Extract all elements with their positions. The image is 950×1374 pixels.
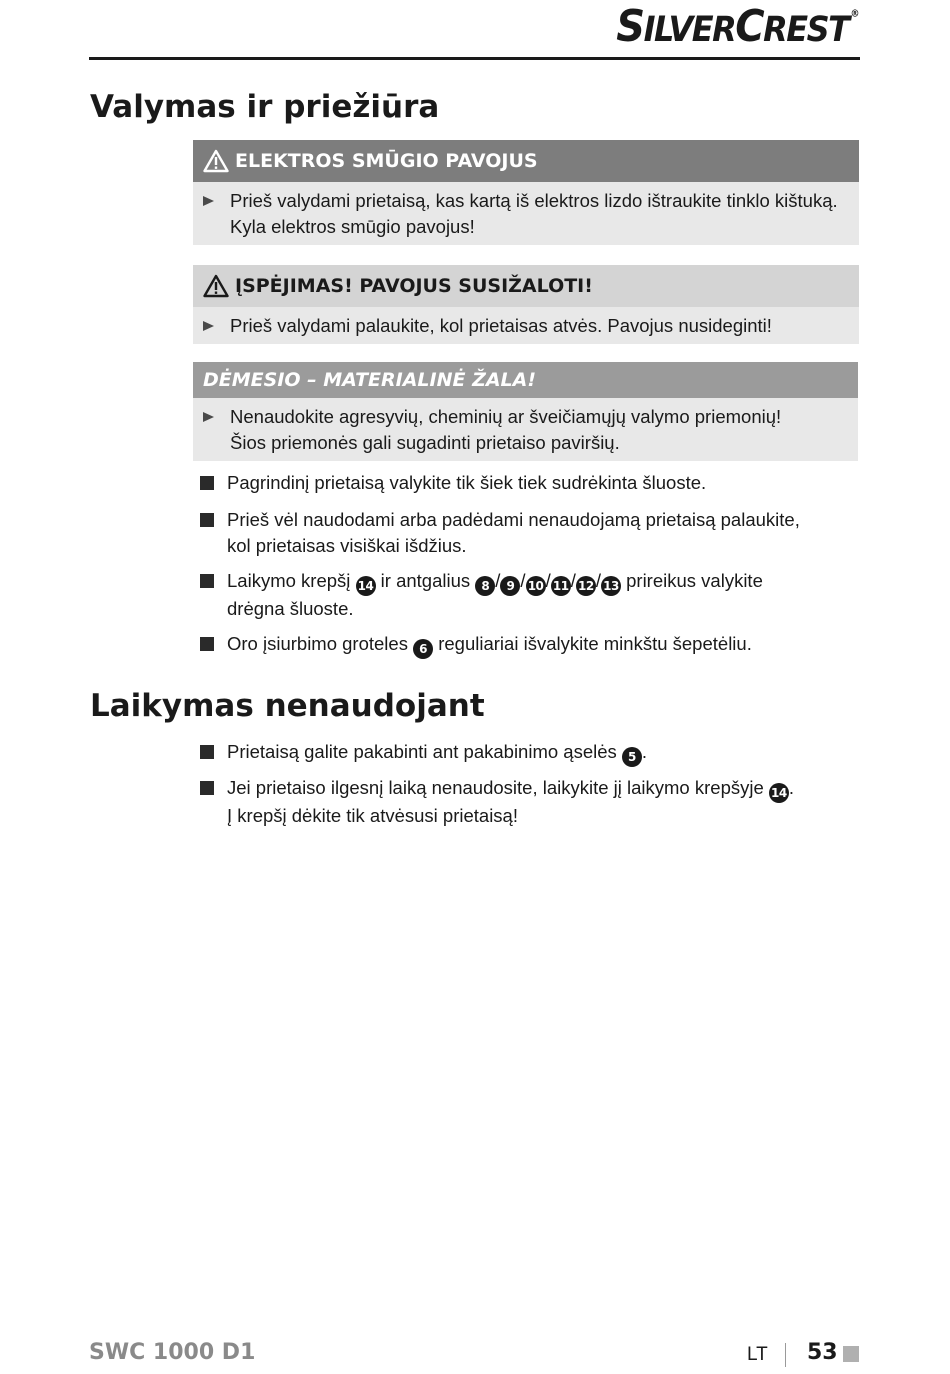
notice-body bbox=[193, 398, 858, 461]
warning-text: Prieš valydami prietaisą, kas kartą iš elektros lizdo ištraukite tinklo kištuką. bbox=[230, 190, 838, 211]
section-title-cleaning: Valymas ir priežiūra bbox=[90, 89, 440, 125]
slash-separator: / bbox=[545, 570, 551, 591]
list-item-text: Į krepšį dėkite tik atvėsusi prietaisą! bbox=[227, 805, 518, 826]
square-bullet-icon bbox=[200, 745, 214, 759]
warning-triangle-icon bbox=[203, 274, 229, 298]
warning-injury bbox=[193, 265, 859, 344]
footer-page-number: 53 bbox=[807, 1340, 838, 1365]
ref-number-badge: 11 bbox=[551, 576, 571, 596]
ref-number-badge: 12 bbox=[576, 576, 596, 596]
notice-material-damage bbox=[193, 362, 858, 461]
arrow-bullet-icon bbox=[203, 321, 214, 331]
notice-text: Šios priemonės gali sugadinti prietaiso paviršių. bbox=[230, 432, 620, 453]
warning-title: ELEKTROS SMŪGIO PAVOJUS bbox=[235, 150, 538, 172]
header-rule bbox=[89, 57, 860, 60]
footer-language: LT bbox=[747, 1344, 768, 1365]
arrow-bullet-icon bbox=[203, 196, 214, 206]
warning-electric-shock bbox=[193, 140, 859, 245]
slash-separator: / bbox=[520, 570, 526, 591]
list-item bbox=[200, 568, 840, 622]
section-title-storage: Laikymas nenaudojant bbox=[90, 688, 485, 724]
list-item bbox=[200, 631, 840, 659]
ref-number-badge: 8 bbox=[475, 576, 495, 596]
list-item-text: Prieš vėl naudodami arba padėdami nenaudojamą prietaisą palaukite, bbox=[227, 509, 800, 530]
list-item-text: reguliariai išvalykite minkštu šepetėliu. bbox=[438, 633, 752, 654]
square-bullet-icon bbox=[200, 637, 214, 651]
list-item bbox=[200, 739, 840, 767]
ref-number-badge: 14 bbox=[356, 576, 376, 596]
list-item bbox=[200, 507, 840, 559]
notice-title: DĖMESIO – MATERIALINĖ ŽALA! bbox=[203, 369, 537, 391]
ref-number-badge: 6 bbox=[413, 639, 433, 659]
warning-header bbox=[193, 265, 859, 307]
notice-header bbox=[193, 362, 858, 398]
warning-text: Kyla elektros smūgio pavojus! bbox=[230, 216, 475, 237]
ref-number-badge: 5 bbox=[622, 747, 642, 767]
arrow-bullet-icon bbox=[203, 412, 214, 422]
warning-header bbox=[193, 140, 859, 182]
slash-separator: / bbox=[595, 570, 601, 591]
warning-body bbox=[193, 182, 859, 245]
square-bullet-icon bbox=[200, 513, 214, 527]
square-bullet-icon bbox=[200, 574, 214, 588]
warning-text: Prieš valydami palaukite, kol prietaisas atvės. Pavojus nusideginti! bbox=[230, 315, 772, 336]
list-item-text: Pagrindinį prietaisą valykite tik šiek tiek sudrėkinta šluoste. bbox=[227, 472, 707, 493]
ref-number-badge: 13 bbox=[601, 576, 621, 596]
ref-number-badge: 10 bbox=[526, 576, 546, 596]
list-item-text: prireikus valykite bbox=[626, 570, 763, 591]
footer-model-number: SWC 1000 D1 bbox=[89, 1340, 256, 1365]
list-item-text: . bbox=[641, 741, 648, 762]
list-item-text: Laikymo krepšį bbox=[227, 570, 351, 591]
footer-separator bbox=[785, 1343, 786, 1367]
list-item-text: Oro įsiurbimo groteles bbox=[227, 633, 408, 654]
list-item-text: kol prietaisas visiškai išdžius. bbox=[227, 535, 467, 556]
list-item bbox=[200, 775, 840, 829]
slash-separator: / bbox=[570, 570, 576, 591]
list-item bbox=[200, 470, 840, 496]
notice-text: Nenaudokite agresyvių, cheminių ar šveičiamųjų valymo priemonių! bbox=[230, 406, 782, 427]
slash-separator: / bbox=[495, 570, 501, 591]
ref-number-badge: 9 bbox=[500, 576, 520, 596]
warning-body bbox=[193, 307, 859, 344]
list-item-text: Prietaisą galite pakabinti ant pakabinimo ąselės bbox=[227, 741, 617, 762]
warning-triangle-icon bbox=[203, 149, 229, 173]
list-item-text: drėgna šluoste. bbox=[227, 598, 354, 619]
list-item-text: Jei prietaiso ilgesnį laiką nenaudosite, laikykite jį laikymo krepšyje bbox=[227, 777, 764, 798]
warning-title: ĮSPĖJIMAS! PAVOJUS SUSIŽALOTI! bbox=[235, 275, 593, 297]
square-bullet-icon bbox=[200, 476, 214, 490]
ref-number-badge: 14 bbox=[769, 783, 789, 803]
brand-logo: SILVERCREST ® bbox=[616, 2, 858, 52]
square-bullet-icon bbox=[200, 781, 214, 795]
footer-square-mark bbox=[843, 1346, 859, 1362]
list-item-text: . bbox=[788, 777, 795, 798]
list-item-text: ir antgalius bbox=[380, 570, 471, 591]
